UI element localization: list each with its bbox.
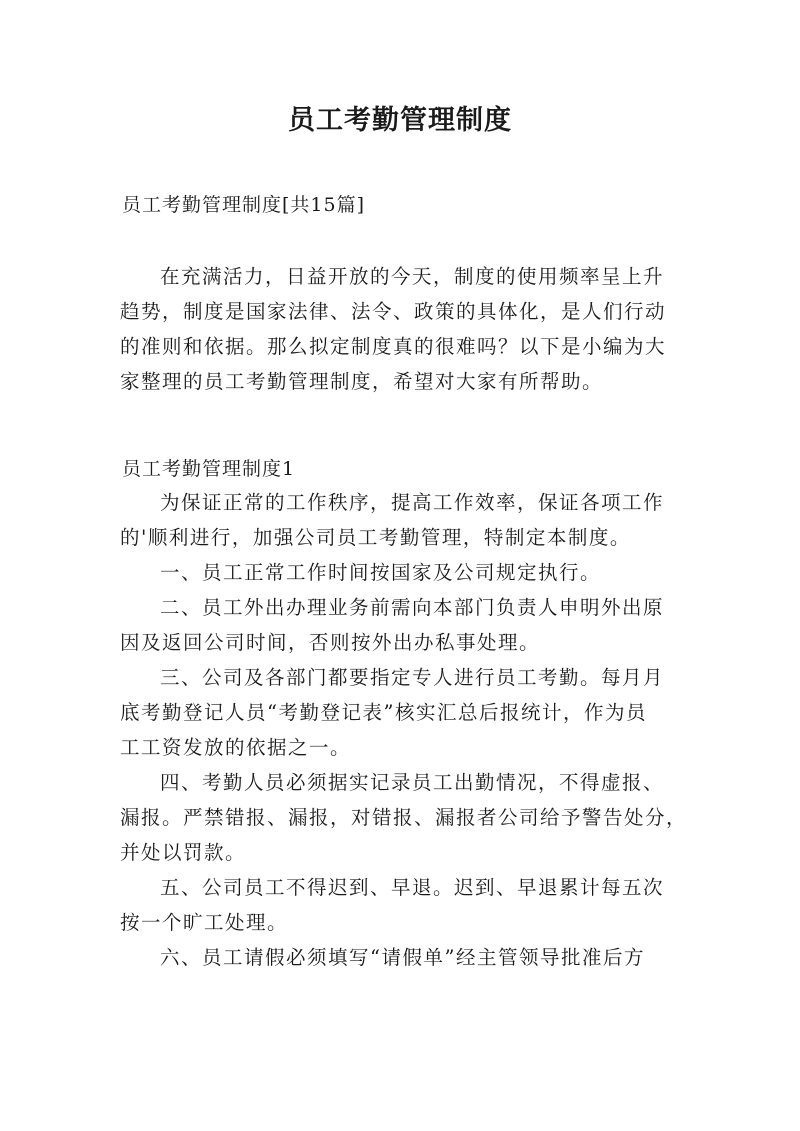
body-line: 一、员工正常工作时间按国家及公司规定执行。 bbox=[160, 561, 602, 584]
intro-line: 趋势，制度是国家法律、法令、政策的具体化，是人们行动 bbox=[120, 300, 667, 323]
body-line: 六、员工请假必须填写“请假单”经主管领导批准后方 bbox=[160, 946, 645, 969]
body-line: 底考勤登记人员“考勤登记表”核实汇总后报统计，作为员 bbox=[120, 701, 647, 724]
body-line: 因及返回公司时间，否则按外出办私事处理。 bbox=[120, 631, 541, 654]
intro-line: 在充满活力，日益开放的今天，制度的使用频率呈上升 bbox=[160, 265, 665, 288]
section-body bbox=[120, 485, 695, 975]
body-line: 工工资发放的依据之一。 bbox=[120, 736, 352, 759]
body-line: 按一个旷工处理。 bbox=[120, 911, 289, 934]
document-title: 员工考勤管理制度 bbox=[288, 105, 512, 136]
document-subtitle: 员工考勤管理制度[共15篇] bbox=[122, 194, 366, 216]
body-line: 的'顺利进行，加强公司员工考勤管理，特制定本制度。 bbox=[120, 526, 631, 549]
section-heading: 员工考勤管理制度1 bbox=[122, 458, 296, 480]
body-line: 漏报。严禁错报、漏报，对错报、漏报者公司给予警告处分， bbox=[120, 806, 688, 829]
body-line: 二、员工外出办理业务前需向本部门负责人申明外出原 bbox=[160, 596, 665, 619]
body-line: 五、公司员工不得迟到、早退。迟到、早退累计每五次 bbox=[160, 876, 665, 899]
intro-line: 家整理的员工考勤管理制度，希望对大家有所帮助。 bbox=[120, 370, 604, 393]
body-line: 为保证正常的工作秩序，提高工作效率，保证各项工作 bbox=[160, 491, 665, 514]
body-line: 并处以罚款。 bbox=[120, 841, 247, 864]
intro-paragraph bbox=[120, 259, 695, 399]
body-line: 四、考勤人员必须据实记录员工出勤情况，不得虚报、 bbox=[160, 771, 665, 794]
intro-line: 的准则和依据。那么拟定制度真的很难吗？以下是小编为大 bbox=[120, 335, 667, 358]
body-line: 三、公司及各部门都要指定专人进行员工考勤。每月月 bbox=[160, 666, 665, 689]
